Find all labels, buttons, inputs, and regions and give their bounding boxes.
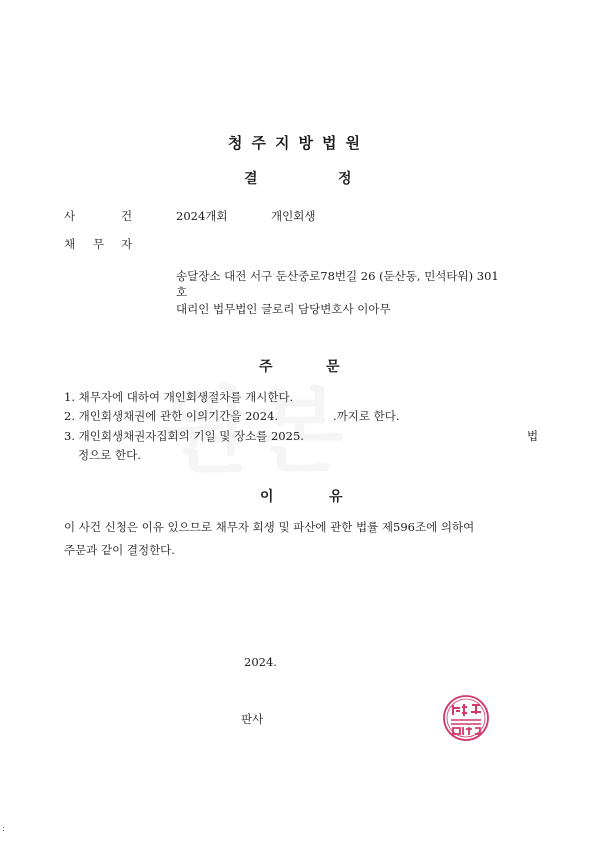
debtor-label-char-3: 자 (121, 237, 133, 251)
delivery-address-continued: 호 (176, 285, 188, 299)
document-type-left: 결 (244, 171, 258, 187)
margin-mark: : (2, 824, 6, 834)
ruling-item-3-start: 3. 개인회생채권자집회의 기일 및 장소를 2025. (64, 429, 304, 443)
ruling-item-2-start: 2. 개인회생채권에 관한 이의기간을 2024. (64, 409, 279, 423)
judge-label: 판사 (241, 712, 264, 726)
agent-line: 대리인 법무법인 글로리 담당변호사 이아무 (176, 302, 391, 316)
ruling-title-left: 주 (259, 359, 273, 375)
ruling-item-3-continued: 정으로 한다. (78, 448, 141, 462)
document-type-right: 정 (338, 171, 352, 187)
reason-text-line-1: 이 사건 신청은 이유 있으므로 채무자 회생 및 파산에 관한 법률 제596조에 의하여 (64, 520, 475, 534)
court-seal-icon (442, 694, 490, 742)
ruling-title-right: 문 (326, 359, 340, 375)
decision-date: 2024. (244, 655, 277, 669)
ruling-item-2-end: .까지로 한다. (333, 409, 400, 423)
debtor-label-char-2: 무 (93, 237, 105, 251)
faint-watermark-icon (160, 358, 350, 490)
debtor-label-char-1: 채 (64, 237, 76, 251)
ruling-item-1: 1. 채무자에 대하여 개인회생절차를 개시한다. (64, 390, 294, 404)
court-name: 청주지방법원 (228, 134, 369, 152)
case-number: 2024개회 (176, 209, 228, 223)
reason-title-left: 이 (260, 489, 274, 505)
case-label-char-1: 사 (64, 209, 76, 223)
case-type: 개인회생 (271, 209, 316, 223)
case-label-char-2: 건 (121, 209, 133, 223)
delivery-address: 송달장소 대전 서구 둔산중로78번길 26 (둔산동, 민석타워) 301 (176, 269, 499, 283)
ruling-item-3-end: 법 (527, 429, 539, 443)
reason-text-line-2: 주문과 같이 결정한다. (64, 543, 175, 557)
reason-title-right: 유 (329, 489, 343, 505)
